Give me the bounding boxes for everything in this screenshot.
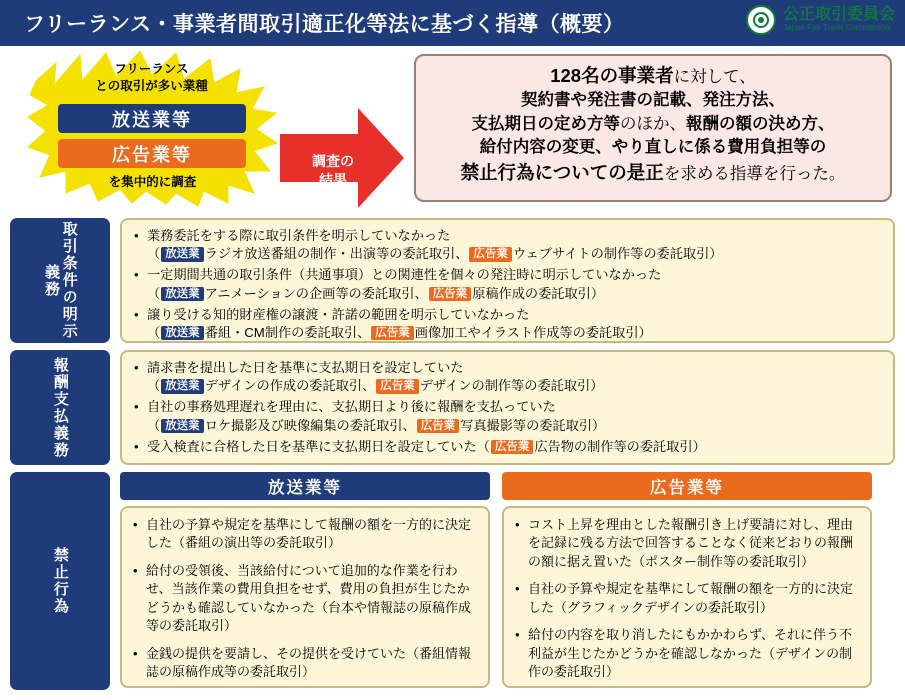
summary-top-area xyxy=(0,46,905,211)
prohibited-column-broadcast xyxy=(120,472,490,690)
section-panel-disclosure xyxy=(120,218,895,343)
list-item: • 一定期間共通の取引条件（共通事項）との関連性を個々の発注時に明示していなかった （ 放送業 アニメーションの企画等の委託取引、 広告業 原稿作成の委託取引） xyxy=(132,266,883,302)
result-summary-text: 128名の事業者に対して、 契約書や発注書の記載、発注方法、 支払期日の定め方等のほか、報酬の額の決め方、 給付内容の変更、やり直しに係る費用負担等の 禁止行為についての是正を求める指導を行った。 xyxy=(460,65,846,183)
arrow-label: 調査の 結果 xyxy=(312,153,354,188)
column-header-broadcast: 放送業等 xyxy=(120,472,490,500)
industry-box-ad: 広告業等 xyxy=(58,139,246,168)
burst-note: を集中的に調査 xyxy=(108,175,197,189)
tag-broadcast: 放送業 xyxy=(161,419,204,433)
tag-advertising: 広告業 xyxy=(469,247,512,261)
tag-broadcast: 放送業 xyxy=(161,379,204,393)
tag-advertising: 広告業 xyxy=(417,419,460,433)
column-header-advertising: 広告業等 xyxy=(502,472,872,500)
list-item: • 金銭の提供を要請し、その提供を受けていた（番組情報誌の原稿作成等の委託取引） xyxy=(131,645,479,682)
section-payment-obligation xyxy=(10,350,895,465)
tag-broadcast: 放送業 xyxy=(161,287,204,301)
section-disclosure-obligation xyxy=(10,218,895,343)
jftc-logo xyxy=(746,5,895,35)
tag-advertising: 広告業 xyxy=(491,440,534,454)
list-item: • 自社の事務処理遅れを理由に、支払期日より後に報酬を支払っていた （ 放送業 ロケ撮影及び映像編集の委託取引、 広告業 写真撮影等の委託取引） xyxy=(132,398,883,434)
column-body-broadcast xyxy=(120,506,490,688)
section-label-disclosure: 取引条件の明示義務 xyxy=(10,218,110,343)
column-body-advertising xyxy=(502,506,872,688)
section-label-payment: 報酬支払義務 xyxy=(10,350,110,465)
survey-result-arrow xyxy=(280,106,405,211)
list-item: • 業務委託をする際に取引条件を明示していなかった （ 放送業 ラジオ放送番組の制作・出演等の委託取引、 広告業 ウェブサイトの制作等の委託取引） xyxy=(132,227,883,263)
tag-broadcast: 放送業 xyxy=(161,326,204,340)
list-item: • 譲り受ける知的財産権の譲渡・許諾の範囲を明示していなかった （ 放送業 番組・CM制作の委託取引、 広告業 画像加工やイラスト作成等の委託取引） xyxy=(132,306,883,342)
section-panel-payment xyxy=(120,350,895,465)
tag-advertising: 広告業 xyxy=(376,379,419,393)
list-item: • 請求書を提出した日を基準に支払期日を設定していた （ 放送業 デザインの作成の委託取引、 広告業 デザインの制作等の委託取引） xyxy=(132,359,883,395)
tag-broadcast: 放送業 xyxy=(161,247,204,261)
list-item: • 受入検査に合格した日を基準に支払期日を設定していた（ 広告業 広告物の制作等の委託取引） xyxy=(132,438,883,456)
page-header xyxy=(0,0,905,46)
jftc-emblem-icon xyxy=(746,5,776,35)
list-item: • 自社の予算や規定を基準にして報酬の額を一方的に決定した（グラフィックデザインの委託取引） xyxy=(513,580,861,617)
prohibited-column-advertising xyxy=(502,472,872,690)
section-prohibited-acts xyxy=(10,472,895,690)
starburst-shape xyxy=(28,51,278,206)
list-item: • 給付の内容を取り消したにもかかわらず、それに伴う不利益が生じたかどうかを確認しなかった（デザインの制作の委託取引） xyxy=(513,626,861,681)
logo-text-ja: 公正取引委員会 xyxy=(782,6,895,24)
section-label-prohibited: 禁止行為 xyxy=(10,472,110,690)
logo-text-en: Japan Fair Trade Commission xyxy=(782,23,890,32)
list-item: • 自社の予算や規定を基準にして報酬の額を一方的に決定した（番組の演出等の委託取引） xyxy=(131,516,479,553)
result-summary-box xyxy=(414,54,892,202)
tag-advertising: 広告業 xyxy=(371,326,414,340)
list-item: • 給付の受領後、当該給付について追加的な作業を行わせ、当該作業の費用負担をせず、費用の負担が生じたかどうかも確認していなかった（台本や情報誌の原稿作成等の委託取引） xyxy=(131,562,479,636)
page-title: フリーランス・事業者間取引適正化等法に基づく指導（概要） xyxy=(24,13,625,36)
list-item: • コスト上昇を理由とした報酬引き上げ要請に対し、理由を記録に残る方法で回答することなく従来どおりの報酬の額に据え置いた（ポスター制作等の委託取引） xyxy=(513,516,861,571)
tag-advertising: 広告業 xyxy=(429,287,472,301)
industry-box-broadcast: 放送業等 xyxy=(58,104,246,133)
burst-label: フリーランス との取引が多い業種 xyxy=(95,62,208,93)
